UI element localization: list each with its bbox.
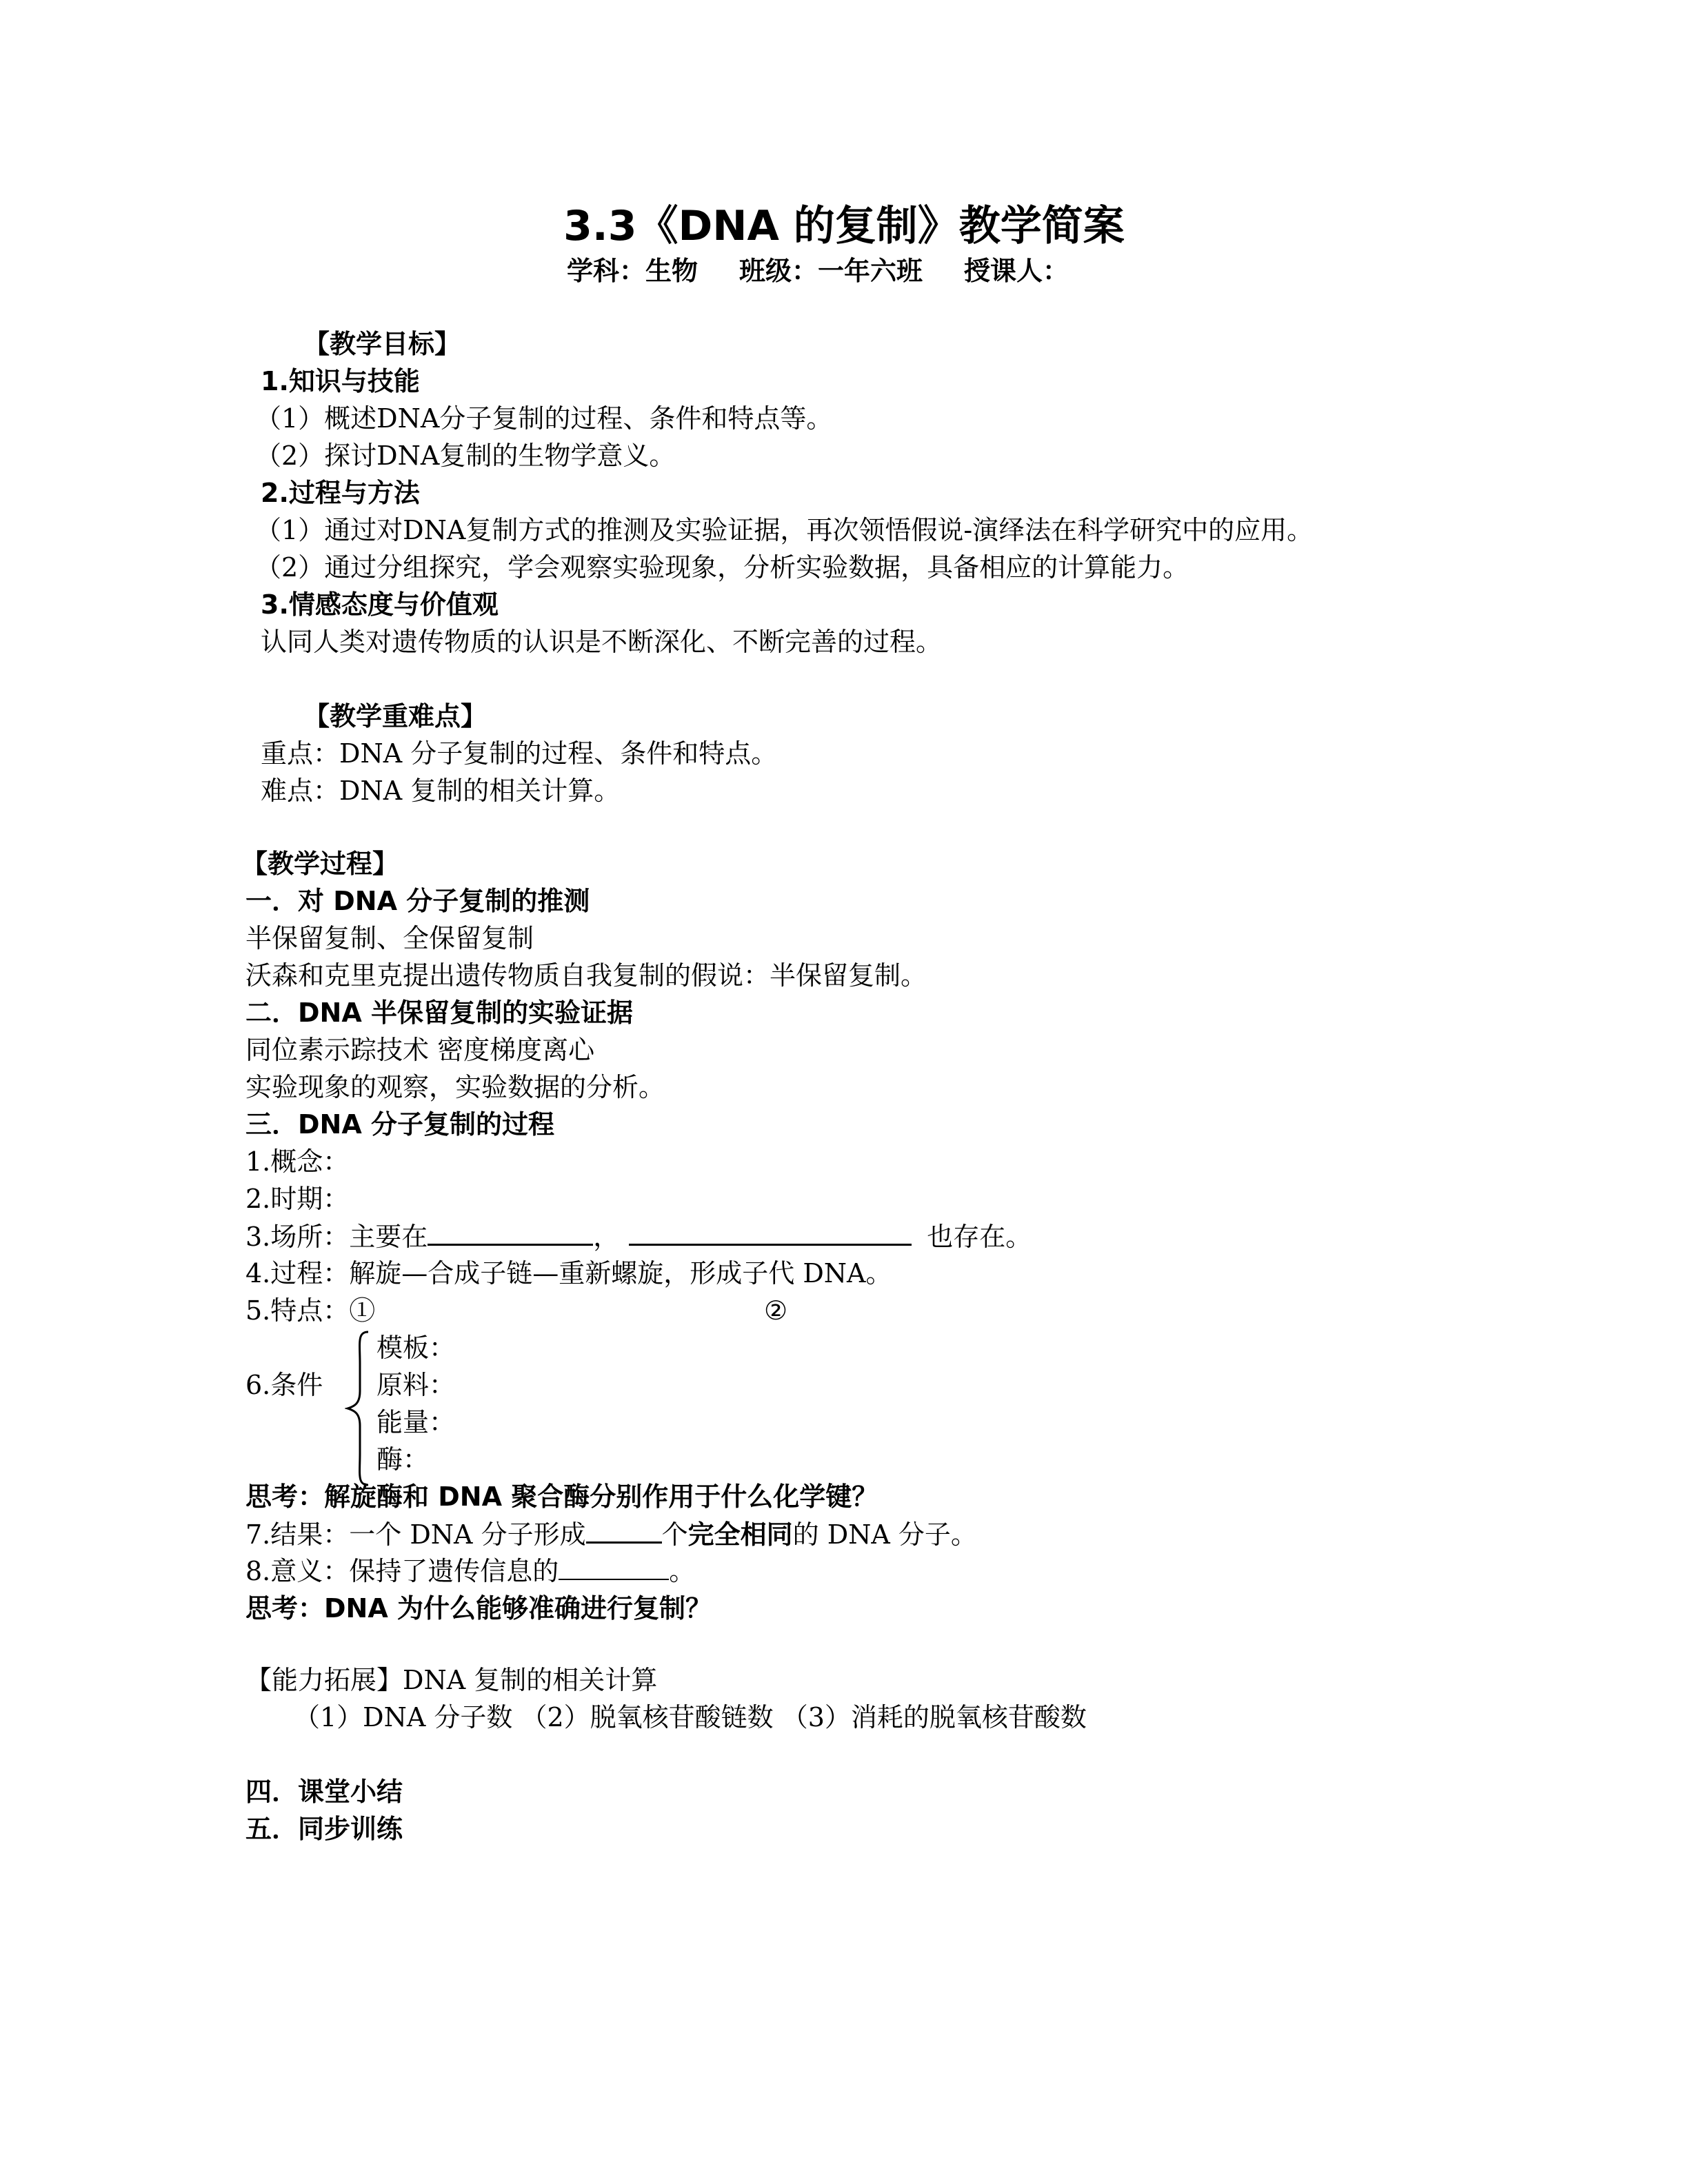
- process-part-1-line-1: 半保留复制、全保留复制: [245, 923, 534, 953]
- practice-heading: 五．同步训练: [245, 1814, 403, 1844]
- keypoints-heading: 【教学重难点】: [303, 701, 488, 731]
- page-title: 3.3《DNA 的复制》教学简案: [563, 202, 1125, 250]
- place-line: [245, 1219, 1032, 1254]
- procedure-line: 4.过程：解旋—合成子链—重新螺旋，形成子代 DNA。: [245, 1258, 892, 1288]
- objective-1-item-1: （1）概述DNA分子复制的过程、条件和特点等。: [255, 403, 833, 434]
- objective-3-title: 3.情感态度与价值观: [261, 589, 499, 620]
- meaning-label: 8.意义：保持了遗传信息的: [245, 1556, 559, 1586]
- process-part-1-title: 一．对 DNA 分子复制的推测: [245, 886, 590, 916]
- place-label: 3.场所：主要在: [245, 1222, 428, 1252]
- class-label: 班级：一年六班: [739, 256, 923, 286]
- summary-heading: 四．课堂小结: [245, 1777, 403, 1807]
- place-suffix: 也存在。: [927, 1222, 1032, 1252]
- meaning-suffix: 。: [669, 1556, 696, 1586]
- concept-line: 1.概念：: [245, 1146, 350, 1177]
- objective-1-item-2: （2）探讨DNA复制的生物学意义。: [255, 441, 676, 471]
- extension-items: （1）DNA 分子数 （2）脱氧核苷酸链数 （3）消耗的脱氧核苷酸数: [294, 1702, 1087, 1732]
- result-unit: 个: [661, 1519, 688, 1550]
- meaning-blank[interactable]: [559, 1554, 669, 1580]
- keypoint-focus: 重点：DNA 分子复制的过程、条件和特点。: [261, 738, 778, 769]
- place-comma: ，: [593, 1222, 620, 1252]
- features-item-2: ②: [764, 1295, 788, 1326]
- think-question-2: 思考：DNA 为什么能够准确进行复制？: [245, 1593, 712, 1624]
- process-heading: 【教学过程】: [241, 849, 399, 879]
- place-blank-2[interactable]: [629, 1219, 912, 1246]
- think-question-1: 思考：解旋酶和 DNA 聚合酶分别作用于什么化学键？: [245, 1482, 878, 1512]
- place-blank-1[interactable]: [428, 1219, 593, 1246]
- objective-2-item-1: （1）通过对DNA复制方式的推测及实验证据，再次领悟假说-演绎法在科学研究中的应用。: [255, 515, 1314, 545]
- objective-2-item-2: （2）通过分组探究，学会观察实验现象，分析实验数据，具备相应的计算能力。: [255, 552, 1189, 583]
- period-line: 2.时期：: [245, 1184, 350, 1214]
- objective-1-title: 1.知识与技能: [261, 366, 420, 396]
- meaning-line: [245, 1554, 695, 1588]
- process-part-2-line-1: 同位素示踪技术 密度梯度离心: [245, 1035, 595, 1065]
- process-part-3-title: 三．DNA 分子复制的过程: [245, 1109, 554, 1140]
- objective-2-title: 2.过程与方法: [261, 478, 420, 508]
- result-suffix: 的 DNA 分子。: [792, 1519, 977, 1550]
- brace-icon: [345, 1329, 372, 1488]
- objectives-heading: 【教学目标】: [303, 329, 461, 359]
- result-label: 7.结果：一个 DNA 分子形成: [245, 1519, 586, 1550]
- extension-heading: 【能力拓展】DNA 复制的相关计算: [245, 1665, 658, 1695]
- result-line: [245, 1517, 977, 1552]
- condition-material: 原料：: [376, 1370, 456, 1400]
- condition-template: 模板：: [376, 1333, 456, 1363]
- subject-label: 学科：生物: [567, 256, 699, 286]
- process-part-1-line-2: 沃森和克里克提出遗传物质自我复制的假说：半保留复制。: [245, 960, 927, 991]
- condition-energy: 能量：: [376, 1407, 456, 1437]
- conditions-label: 6.条件: [245, 1370, 323, 1400]
- objective-3-item-1: 认同人类对遗传物质的认识是不断深化、不断完善的过程。: [261, 627, 943, 657]
- teacher-label: 授课人：: [964, 256, 1069, 286]
- keypoint-difficulty: 难点：DNA 复制的相关计算。: [261, 776, 621, 806]
- process-part-2-title: 二．DNA 半保留复制的实验证据: [245, 998, 633, 1028]
- features-line: 5.特点：①: [245, 1295, 376, 1326]
- subtitle: [567, 254, 1110, 288]
- result-blank[interactable]: [586, 1517, 662, 1544]
- condition-enzyme: 酶：: [376, 1444, 430, 1475]
- process-part-2-line-2: 实验现象的观察，实验数据的分析。: [245, 1072, 665, 1102]
- result-emphasis: 完全相同: [687, 1519, 793, 1550]
